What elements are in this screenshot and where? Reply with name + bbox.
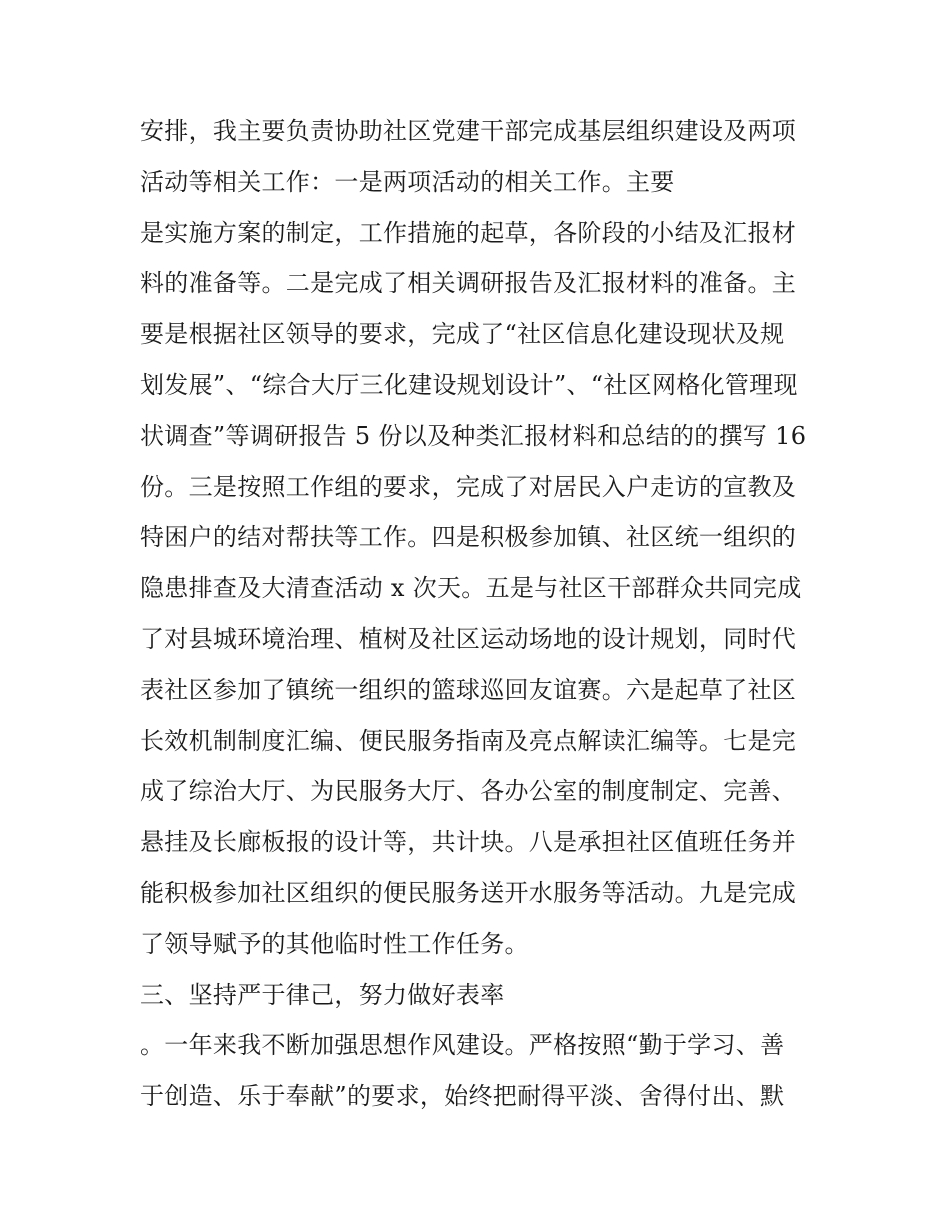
text-line: 是实施方案的制定，工作措施的起草，各阶段的小结及汇报材: [140, 218, 797, 247]
text-line: 划发展”、“综合大厅三化建设规划设计”、“社区网格化管理现: [140, 370, 798, 399]
text-line: 成了综治大厅、为民服务大厅、各办公室的制度制定、完善、: [140, 777, 797, 806]
text-line: 活动等相关工作：一是两项活动的相关工作。主要: [140, 167, 675, 196]
text-line: 了领导赋予的其他临时性工作任务。: [140, 929, 529, 958]
text-line: 表社区参加了镇统一组织的篮球巡回友谊赛。六是起草了社区: [140, 675, 797, 704]
section-heading: 三、坚持严于律己，努力做好表率: [140, 980, 505, 1009]
text-line: 料的准备等。二是完成了相关调研报告及汇报材料的准备。主: [140, 269, 797, 298]
text-line: 长效机制制度汇编、便民服务指南及亮点解读汇编等。七是完: [140, 726, 797, 755]
text-line: 能积极参加社区组织的便民服务送开水服务等活动。九是完成: [140, 878, 797, 907]
text-line: 隐患排查及大清查活动 x 次天。五是与社区干部群众共同完成: [140, 574, 802, 603]
text-line: 于创造、乐于奉献”的要求，始终把耐得平淡、舍得付出、默: [140, 1082, 785, 1111]
text-line: 了对县城环境治理、植树及社区运动场地的设计规划，同时代: [140, 624, 797, 653]
document-body: [140, 106, 820, 1122]
text-line: 状调查”等调研报告 5 份以及种类汇报材料和总结的的撰写 16: [140, 421, 807, 450]
text-line: 悬挂及长廊板报的设计等，共计块。八是承担社区值班任务并: [140, 828, 797, 857]
text-line: 特困户的结对帮扶等工作。四是积极参加镇、社区统一组织的: [140, 523, 797, 552]
text-line: 份。三是按照工作组的要求，完成了对居民入户走访的宣教及: [140, 472, 797, 501]
text-line: 。一年来我不断加强思想作风建设。严格按照“勤于学习、善: [140, 1031, 785, 1060]
text-line: 要是根据社区领导的要求，完成了“社区信息化建设现状及规: [140, 320, 785, 349]
text-line: 安排，我主要负责协助社区党建干部完成基层组织建设及两项: [140, 117, 797, 145]
